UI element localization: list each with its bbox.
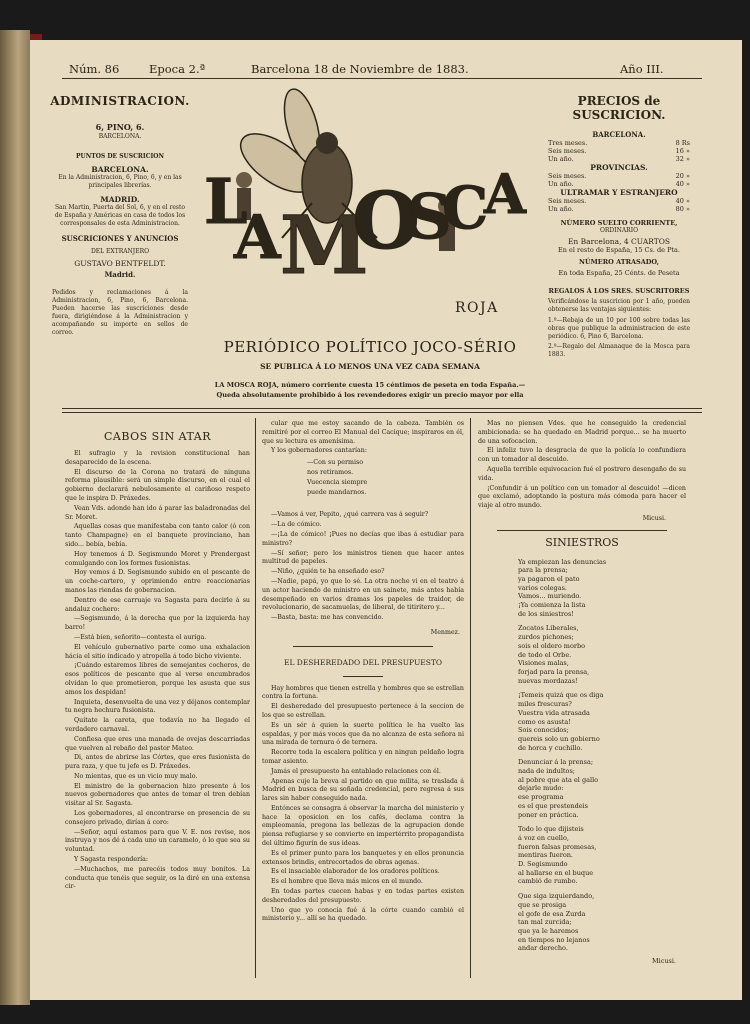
precios-prov-rows (548, 172, 690, 188)
desheredado-paragraph: Entónces se consagra á observar la marcha del ministerio y hace la oposicion en los cafés, declama contra la empleomanía, pregona las bellezas de la agrupacion donde piensa refugiarse y se convierte en impertérrito propagandista del último figurín de sus ideas. (262, 804, 464, 848)
precios-bcn-head: BARCELONA. (592, 130, 646, 139)
precios-bcn-rows (548, 139, 690, 163)
song-line: —Con su permiso (307, 459, 364, 467)
cabos-paragraph: Y Sagasta respondería: (74, 856, 149, 864)
price-label: Un año. (548, 155, 574, 163)
col2-top (262, 420, 464, 456)
dialog-line: —Nadie, papá, yo que lo sé. La otra noche vi en el teatro á un actor haciendo de ministro en un sainete, más antes había desempeñado en varios dramas los papeles de traidor, de revolucionario, de sacamuelas, de liberal, de titiritero y... (262, 577, 464, 612)
desheredado-paragraph: Uno que yo conocía fué á la córte cuando cambió el ministerio y... allí se ha quedado. (262, 906, 464, 923)
precios-block (548, 94, 690, 359)
pedidos-text: Pedidos y reclamaciones á la Administracion, 6, Pino, 6, Barcelona. Pueden hacerse las suscriciones desde fuera, dirigiéndose á la Administracion y acompañando su importe en sellos de correo. (52, 289, 188, 336)
title-letter-c: C (442, 174, 489, 242)
desheredado-paragraph: Hay hombres que tienen estrella y hombres que se estrellan contra la fortuna. (262, 684, 464, 701)
price-row (548, 205, 690, 213)
precio-line: LA MOSCA ROJA, número corriente cuesta 15 céntimos de peseta en toda España.— (214, 381, 526, 389)
header-rule (62, 78, 702, 79)
price-value: 8 Rs (675, 139, 690, 147)
price-value: 80 » (675, 205, 690, 213)
admin-city: BARCELONA. (98, 133, 142, 140)
title-letter-l: L (204, 165, 248, 238)
stanza: Que siga izquierdando, que se prosiga el gofe de esa Zurda tan mal zurcida; que ya le haremos en tiempos no lejanos andar derecho. (518, 892, 595, 953)
periodico-line: PERIÓDICO POLÍTICO JOCO-SÉRIO (223, 338, 517, 356)
extranjero: DEL EXTRANJERO (90, 248, 150, 255)
cabos-paragraph: Dentro de ese carruaje va Sagasta para decirle á su andaluz cochero: (65, 596, 250, 613)
atrasado-head: NÚMERO ATRASADO, (579, 258, 659, 266)
madrid-head: MADRID. (100, 195, 140, 204)
cabos-column (65, 450, 250, 990)
cabos-paragraph: Quítate la careta, que todavía no ha llegado el verdadero carnaval. (65, 717, 250, 733)
desheredado-text (262, 685, 464, 925)
desheredado-paragraph: Apenas cuje la breva al partido en que milita, se traslada á Madrid en busca de su soñada credencial, pero regresa á sus lares sin haber conseguido nada. (262, 777, 464, 803)
header-bar (65, 62, 685, 78)
title-letter-o: O (352, 176, 420, 267)
price-label: Un año. (548, 205, 574, 213)
cabos-paragraph: El sufragio y la revision constitucional han desaparecido de la escena. (65, 450, 250, 466)
cabos-paragraph: —Segismundo, á la derecha que por la izquierda hay barro! (65, 615, 250, 632)
price-row (548, 147, 690, 155)
col3-paragraph: ¡Confundir á un político con un tomador al descuido! —dicen que exclamó, adoptando la postura más cómoda para hacer el viaje al otro mundo. (478, 484, 686, 510)
masthead (202, 88, 547, 338)
puntos-title: PUNTOS DE SUSCRICION (76, 153, 164, 160)
price-label: Un año. (548, 180, 574, 188)
frecuencia-line: SE PUBLICA Á LO MENOS UNA VEZ CADA SEMANA (260, 362, 480, 371)
suelto-resto: En el resto de España, 15 Cs. de Pta. (557, 246, 681, 254)
desheredado-paragraph: Es el hombre que lleva más micos en el mundo. (271, 878, 423, 886)
cabos-paragraph: El ministro de la gobernacion hizo presente á los nuevos gobernadores que antes de tomar el tren debían visitar al Sr. Sagasta. (65, 782, 250, 808)
suelto-head: NÚMERO SUELTO CORRIENTE, (560, 219, 678, 227)
suelto-bcn: En Barcelona, 4 CUARTOS (567, 237, 671, 246)
regalos-text: Verificándose la suscricion por 1 año, pueden obtenerse las ventajas siguientes: (548, 298, 690, 313)
col2-song (262, 459, 464, 497)
dialog-line: —La de cómico. (271, 521, 322, 529)
regalo-2: 2.º—Regalo del Almanaque de la Mosca para 1883. (548, 343, 690, 358)
atrasado-text: En toda España, 25 Cénts. de Peseta (558, 269, 680, 277)
cabos-paragraph: —Está bien, señorito—contesta el auriga. (74, 633, 207, 641)
cabos-paragraph: Vean Vds. adonde han ido á parar las baladronadas del Sr. Moret. (65, 504, 250, 521)
desheredado-paragraph: Es el insaciable elaborador de los oradores políticos. (271, 868, 440, 876)
price-row (548, 172, 690, 180)
title-letter-s: S (407, 180, 452, 253)
stanza: Todo lo que dijisteis á voz en cuello, fueron falsas promesas, mentiras fueron. D. Segismundo al hallarse en el buque cambió de rumbo. (518, 825, 597, 886)
admin-block (50, 94, 190, 337)
price-label: Seis meses. (548, 172, 587, 180)
price-value: 40 » (675, 180, 690, 188)
title-letter-a2: A (484, 162, 526, 226)
col2-short-rule (343, 676, 383, 677)
dialog-line: —Niño, ¿quién te ha enseñado eso? (271, 568, 385, 576)
cabos-paragraph: Los gobernadores, al encontrarse en presencia de su consejero privado, dirían á coro: (65, 810, 250, 826)
madrid-text: San Martin, Puerta del Sol, 6, y en el resto de España y Américas en casa de todos los corresponsales de esta Administracion. (54, 204, 186, 227)
column-3 (478, 420, 686, 980)
regalo-1: 1.º—Rebaja de un 10 por 100 sobre todas las obras que publique la administracion de este periódico. 6, Pino 6, Barcelona. (548, 317, 690, 340)
precios-ultramar-head: ULTRAMAR Y ESTRANJERO (560, 188, 678, 197)
regalos-head: REGALOS Á LOS SRES. SUSCRITORES (548, 287, 690, 295)
title-letter-m: M (280, 198, 369, 292)
col3-signature: Micusi. (642, 514, 666, 522)
col3-paragraph: El infeliz tuvo la desgracia de que la policía lo confundiera con un tomador al descuido. (478, 447, 686, 464)
col2-signature: Menmez. (430, 628, 460, 636)
dialog-line: —Vamos á ver, Pepito, ¿qué carrera vas á seguir? (271, 511, 429, 519)
admin-title: ADMINISTRACION. (50, 94, 190, 108)
date-line: Barcelona 18 de Noviembre de 1883. (251, 62, 469, 76)
desheredado-paragraph: Es el primer punto para los banquetes y en ellos pronuncia extensos brindis, entrecortados de obras agenas. (262, 849, 464, 866)
agente: GUSTAVO BENTFELDT. (74, 259, 166, 268)
cabos-paragraph: —Muchachos, me parecéis todos muy bonitos. La conducta que tenéis que seguir, os la diré en una extensa cir- (65, 865, 250, 891)
price-label: Seis meses. (548, 197, 587, 205)
agente-city: Madrid. (104, 270, 136, 279)
precios-ultramar-rows (548, 197, 690, 213)
year: Año III. (620, 62, 664, 76)
price-value: 20 » (675, 172, 690, 180)
dialog-line: —Basta, basta: me has convencido. (271, 614, 384, 622)
stanza: Denunciar á la prensa; nada de indultos; al pobre que ata el gallo dejarle mudo: ese programa es el que prestendeis poner en práctica. (518, 758, 599, 819)
cabos-paragraph: Hoy tenemos á D. Segismundo Moret y Prendergast comulgando con los formes fusionistas. (65, 550, 250, 567)
desheredado-paragraph: En todas partes cuecen habas y en todas partes existen desheredados del presupuesto. (262, 888, 464, 904)
cabos-paragraph: Inquieta, desenvuelta de una vez y déjanos contemplar tu negra hechura fusionista. (65, 698, 250, 715)
desheredado-paragraph: El desheredado del presupuesto pertenece á la seccion de los que se estrellan. (262, 703, 464, 719)
newspaper-page (30, 40, 742, 1000)
cabos-paragraph: —Señor, aquí estamos para que V. E. nos revise, nos instruya y nos dé á cada uno un caramelo, ó lo que sea su voluntad. (65, 828, 250, 854)
price-value: 16 » (675, 147, 690, 155)
price-row (548, 197, 690, 205)
cabos-paragraph: Hoy vemos á D. Segismundo subido en el pescante de un coche-cartero, y oprimiendo entre reaccionarias manos las riendas de gobernacion. (65, 569, 250, 594)
masthead-rule-2 (62, 412, 702, 413)
column-divider-1 (255, 418, 256, 978)
suelto-ordinario: ORDINARIO (599, 227, 638, 234)
col3-paragraph: Aquella terrible equivocacion fué el postrero desengaño de su vida. (478, 465, 686, 482)
col2-rule (293, 646, 433, 647)
col2-paragraph: Y los gobernadores cantarían: (271, 447, 367, 455)
col2-paragraph: cular que me estoy sacando de la cabeza. También os remitiré por el correo El Manual del Cacique; inspiraros en él, que su lectura es amenísima. (262, 420, 464, 445)
col3-paragraph: Mas no piensen Vdes. que he conseguido la credencial ambicionada: se ha quedado en Madrid porque... se ha muerto de una sofocacion. (478, 420, 686, 445)
siniestros-verses (478, 558, 686, 954)
cabos-paragraph: Di, antes de abrirse las Córtes, que eres fusionista de pura raza, y que tu jefe es D. Práxedes. (65, 754, 250, 771)
price-label: Tres meses. (548, 139, 588, 147)
siniestros-title: SINIESTROS (545, 535, 619, 549)
col3-top (478, 420, 686, 511)
col3-rule (497, 530, 667, 531)
roja-word: ROJA (455, 300, 499, 316)
masthead-rule (62, 408, 702, 409)
price-value: 40 » (675, 197, 690, 205)
prohibido-line: Queda absolutamente prohibido á los revendedores exigir un precio mayor por ella (216, 391, 524, 399)
price-value: 32 » (675, 155, 690, 163)
precios-prov-head: PROVINCIAS. (590, 163, 648, 172)
cabos-paragraph: Aquellas cosas que manifestaba con tanto calor (ó con tanto Champagne) en el banquete provinciano, han sido... bebía, bebía. (65, 523, 250, 548)
title-letter-a: A (234, 203, 281, 273)
column-divider-2 (470, 418, 471, 978)
price-row (548, 180, 690, 188)
song-line: Vuecencia siempre (307, 478, 368, 486)
cabos-paragraph: El vehículo gubernativo parte como una exhalacion hácia el sitio indicado y atropella á todo bicho viviente. (65, 643, 250, 660)
column-2 (262, 420, 464, 980)
cabos-paragraph: El discurso de la Corona no tratará de ninguna reforma plausible: será un simple discurso, en el cual el gobierno declarará nebulosamente el cariñoso respeto que le inspira D. Práxedes. (65, 468, 250, 502)
cabos-paragraph: ¡Cuándo estaremos libres de semejantes cocheros, de esos políticos de pescante que al verse encumbrados olvidan lo que prometieron, porque les asusta que sus amos los despidan! (65, 662, 250, 696)
siniestros-signature: Micusi. (651, 957, 676, 966)
issue-number: Núm. 86 (69, 62, 120, 76)
price-label: Seis meses. (548, 147, 587, 155)
anuncios-head: SUSCRICIONES Y ANUNCIOS (61, 234, 179, 243)
cabos-paragraph: No mientas, que es un vicio muy malo. (74, 772, 198, 780)
admin-address: 6, PINO, 6. (95, 122, 145, 132)
stanza: ¡Temeis quizá que os diga miles frescuras? Vuestra vida atrasada como os asusta! Sois conocidos; quereis solo un gobierno de horca y cuchillo. (518, 691, 604, 752)
barcelona-head: BARCELONA. (91, 165, 149, 174)
desheredado-paragraph: Jamás el presupuesto ha entablado relaciones con él. (271, 767, 441, 775)
desheredado-paragraph: Recorre toda la escalera política y en ningun peldaño logra tomar asiento. (262, 749, 464, 765)
price-row (548, 155, 690, 163)
epoch: Epoca 2.ª (149, 62, 206, 76)
col2-dialog (262, 511, 464, 623)
cabos-title: CABOS SIN ATAR (103, 430, 211, 443)
cabos-paragraph: Confiesa que eres una manada de ovejas descarriadas que vuelven al rebaño del pastor Mateo. (65, 735, 250, 752)
dialog-line: —¡La de cómico! ¡Pues no decías que ibas á estudiar para ministro? (262, 530, 464, 547)
book-spine (0, 30, 30, 1005)
precios-title: PRECIOS de SUSCRICION. (572, 94, 666, 122)
stanza: Ya empiezan las denuncias para la prensa; ya pagaron el pato varios colegas. Vamos... muriendo. ¡Ya comienza la lista de los siniestros! (518, 557, 607, 618)
song-line: nos retiramos. (307, 468, 354, 476)
desheredado-paragraph: Es un sér á quien la suerte política le ha vuelto las espaldas, y por más voces que da no alcanza de esta señora ni una mirada de ternura ó de ternera. (262, 721, 464, 747)
dialog-line: —Sí señor; pero los ministros tienen que hacer antes multitud de papeles. (262, 549, 464, 566)
price-row (548, 139, 690, 147)
song-line: puede mandarnos. (307, 488, 367, 496)
desheredado-title: EL DESHEREDADO DEL PRESUPUESTO (283, 657, 443, 667)
barcelona-text: En la Administracion, 6, Pino, 6, y en las principales librerías. (58, 174, 182, 189)
stanza: Zocatos Liberales, zurdos pichones; sois el oldero morbo de todo el Orbe. Visiones malas, forjad para la prensa, nuevas mordazas! (518, 624, 590, 685)
